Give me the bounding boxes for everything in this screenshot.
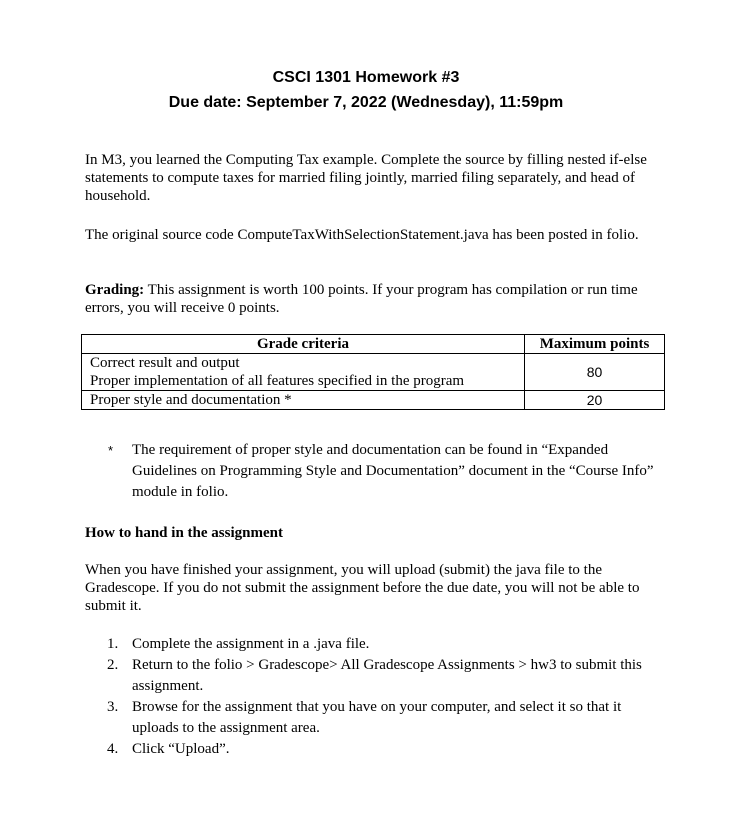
- step-number: 4.: [107, 741, 119, 757]
- table-header-row: [82, 335, 665, 354]
- grade-table: [81, 334, 665, 410]
- intro-paragraph: In M3, you learned the Computing Tax example. Complete the source by filling nested if-else statements to compute taxes for married filing jointly, married filing separately, and head of household.: [85, 152, 647, 204]
- step-number: 3.: [107, 699, 119, 715]
- header-maximum-points: Maximum points: [525, 335, 665, 354]
- step-text: Complete the assignment in a .java file.: [132, 636, 370, 652]
- list-item: [85, 655, 665, 697]
- table-row: [82, 354, 665, 391]
- step-number: 1.: [107, 636, 119, 652]
- header-grade-criteria: Grade criteria: [82, 335, 525, 354]
- list-item: [85, 739, 665, 760]
- page-title: CSCI 1301 Homework #3: [272, 69, 460, 86]
- footnote-text: The requirement of proper style and documentation can be found in “Expanded Guidelines on Programming Style and Documentation” document in the “Course Info” module in folio.: [132, 442, 654, 500]
- points-cell: 80: [525, 354, 665, 391]
- step-number: 2.: [107, 657, 119, 673]
- step-text: Browse for the assignment that you have on your computer, and select it so that it uploads to the assignment area.: [132, 699, 622, 736]
- table-row: [82, 391, 665, 410]
- step-text: Click “Upload”.: [132, 741, 230, 757]
- criteria-line: Correct result and output: [90, 355, 240, 371]
- grading-label: Grading:: [85, 282, 145, 298]
- criteria-cell: Proper style and documentation *: [82, 391, 525, 410]
- step-text: Return to the folio > Gradescope> All Gradescope Assignments > hw3 to submit this assignment.: [132, 657, 642, 694]
- criteria-line: Proper implementation of all features specified in the program: [90, 373, 465, 389]
- footnote: [108, 440, 668, 503]
- source-code-note: The original source code ComputeTaxWithSelectionStatement.java has been posted in folio.: [85, 227, 639, 243]
- grading-paragraph: [85, 281, 665, 317]
- section-heading: How to hand in the assignment: [85, 525, 283, 541]
- due-date: Due date: September 7, 2022 (Wednesday), 11:59pm: [168, 94, 564, 111]
- list-item: [85, 634, 665, 655]
- steps-list: [85, 634, 665, 760]
- hand-in-paragraph: When you have finished your assignment, you will upload (submit) the java file to the Gradescope. If you do not submit the assignment before the due date, you will not be able to submit it.: [85, 562, 640, 614]
- criteria-cell: [82, 354, 525, 391]
- list-item: [85, 697, 665, 739]
- footnote-asterisk: *: [108, 443, 114, 458]
- grading-text: This assignment is worth 100 points. If your program has compilation or run time errors, you will receive 0 points.: [85, 282, 638, 316]
- points-cell: 20: [525, 391, 665, 410]
